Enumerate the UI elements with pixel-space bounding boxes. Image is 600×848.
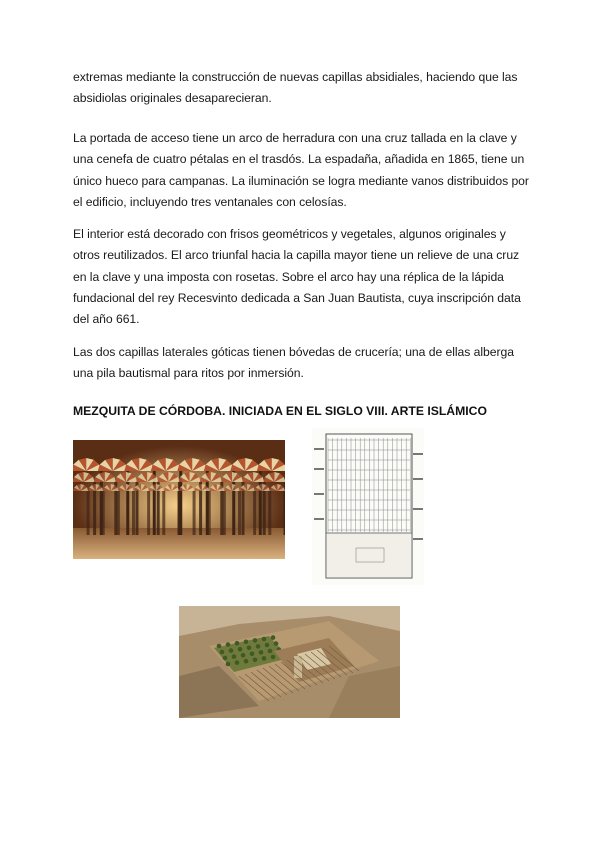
mosque-aerial-photo (179, 606, 400, 718)
paragraph-capillas: Las dos capillas laterales góticas tienen bóvedas de crucería; una de ellas alberga una pila bautismal para ritos por inmersión. (73, 345, 514, 381)
mosque-floor-plan (312, 428, 424, 585)
paragraph-portada: La portada de acceso tiene un arco de herradura con una cruz tallada en la clave y una cenefa de cuatro pétalas en el trasdós. La espadaña, añadida en 1865, tiene un único hueco para campanas. La iluminación se logra mediante vanos distribuidos por el edificio, incluyendo tres ventanales con celosías. (73, 131, 529, 209)
paragraph-absidiolas: extremas mediante la construcción de nuevas capillas absidiales, haciendo que las absidiolas originales desaparecieran. (73, 70, 518, 106)
mosque-interior-photo (73, 440, 285, 559)
section-heading: MEZQUITA DE CÓRDOBA. INICIADA EN EL SIGLO VIII. ARTE ISLÁMICO (73, 404, 487, 418)
paragraph-interior: El interior está decorado con frisos geométricos y vegetales, algunos originales y otros reutilizados. El arco triunfal hacia la capilla mayor tiene un relieve de una cruz en la clave y una imposta con rosetas. Sobre el arco hay una réplica de la lápida fundacional del rey Recesvinto dedicada a San Juan Bautista, cuya inscripción data del año 661. (73, 227, 521, 327)
